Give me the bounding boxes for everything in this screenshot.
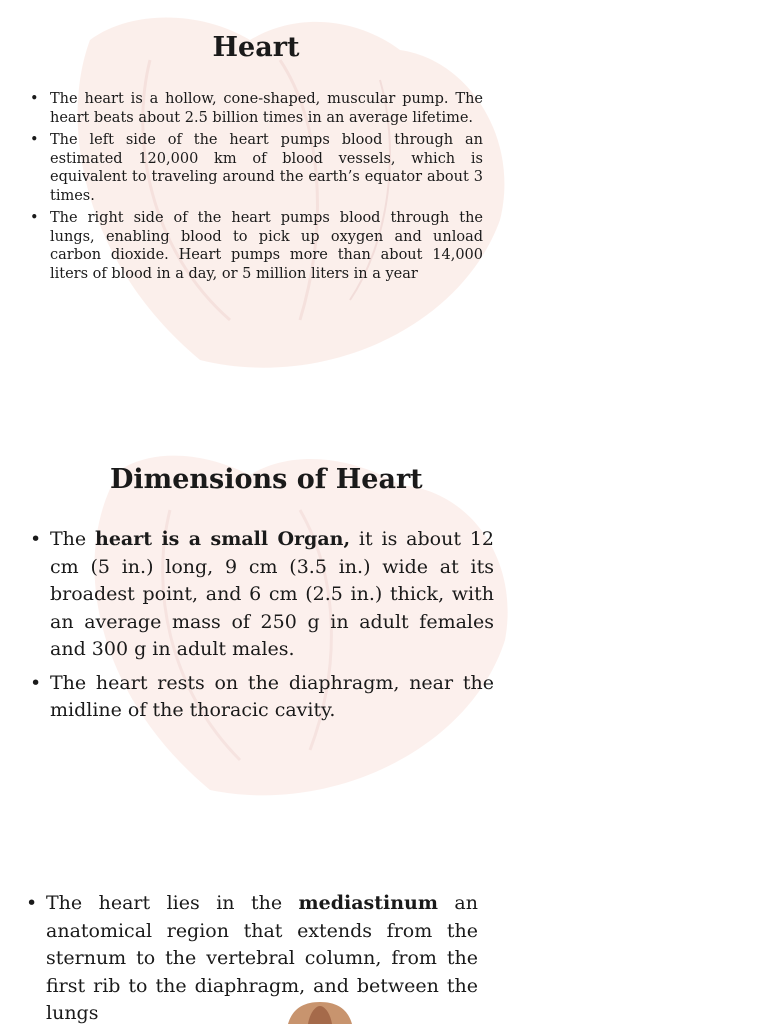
slide-title: Heart — [212, 32, 300, 63]
text-run: The — [50, 528, 96, 550]
bullet-list — [28, 90, 483, 287]
slide-heart — [0, 0, 768, 400]
slide-mediastinum — [0, 880, 768, 1024]
text-run: an anatomical region that extends from the sternum to the vertebral column, from the first rib to the diaphragm, and between the lungs — [46, 892, 478, 1024]
text-run: The heart lies in the — [46, 892, 299, 914]
bullet-list — [26, 890, 478, 1028]
text-run: it is about 12 cm (5 in.) long, 9 cm (3.5 in.) wide at its broadest point, and 6 cm (2.5 in.) thick, with an average mass of 250 g in adult females and 300 g in adult males. — [50, 528, 494, 660]
list-item: • The heart is a hollow, cone-shaped, muscular pump. The heart beats about 2.5 billion times in an average lifetime. — [28, 90, 483, 127]
slide-title: Dimensions of Heart — [110, 464, 423, 495]
list-item — [30, 526, 494, 664]
list-item: • The heart rests on the diaphragm, near the midline of the thoracic cavity. — [30, 670, 494, 725]
bold-text: mediastinum — [298, 892, 438, 914]
list-item — [26, 890, 478, 1028]
list-item: • The left side of the heart pumps blood through an estimated 120,000 km of blood vessels, which is equivalent to traveling around the earth’s equator about 3 times. — [28, 131, 483, 205]
list-item: • The right side of the heart pumps blood through the lungs, enabling blood to pick up oxygen and unload carbon dioxide. Heart pumps more than about 14,000 liters of blood in a day, or 5 million liters in a year — [28, 209, 483, 283]
slide-dimensions — [0, 440, 768, 820]
bullet-list — [30, 526, 494, 731]
anatomy-illustration — [282, 1000, 358, 1024]
bold-text: heart is a small Organ, — [95, 528, 351, 550]
